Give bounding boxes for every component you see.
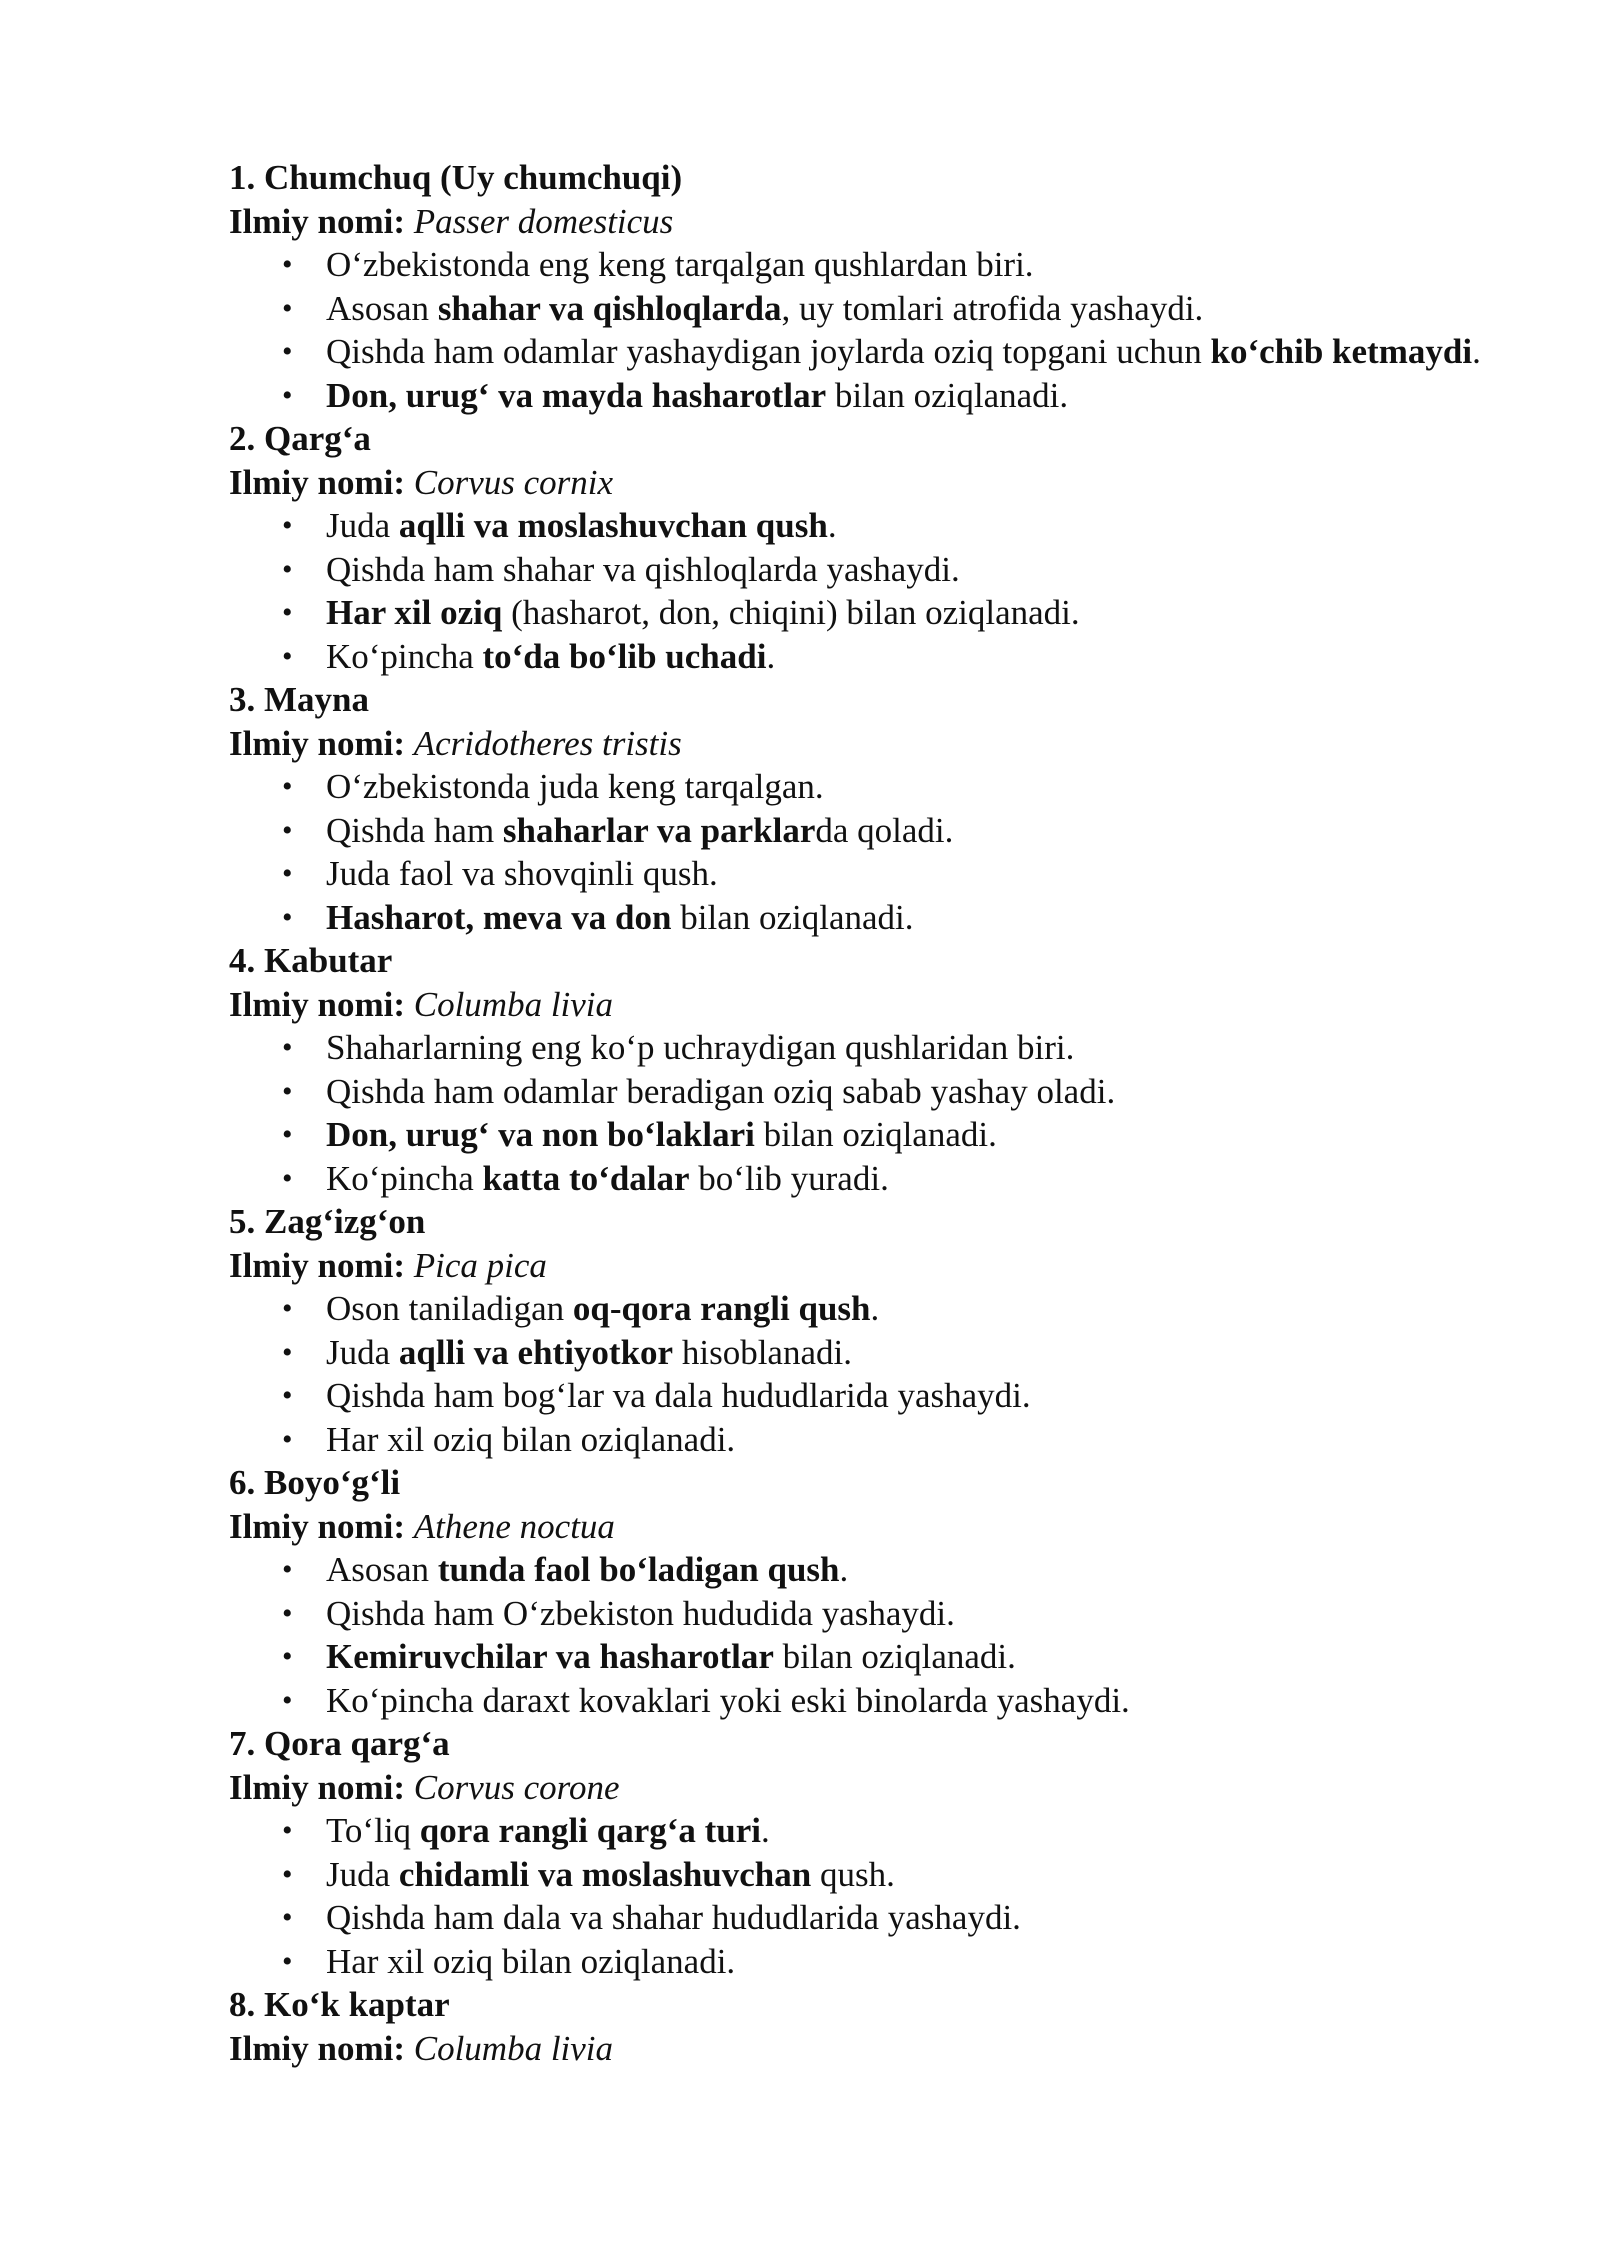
fact-text: bilan oziqlanadi. <box>671 897 914 937</box>
scientific-name-line <box>229 983 1486 1027</box>
fact-list <box>229 243 1486 417</box>
fact-text: qush. <box>811 1854 895 1894</box>
fact-text: bilan oziqlanadi. <box>826 375 1069 415</box>
species-section <box>229 678 1486 939</box>
fact-emphasis: Kemiruvchilar va hasharotlar <box>326 1637 774 1676</box>
fact-list <box>229 1026 1486 1200</box>
species-section <box>229 1983 1486 2070</box>
fact-item <box>229 1679 1486 1723</box>
fact-item <box>229 504 1486 548</box>
scientific-name: Athene noctua <box>413 1506 615 1546</box>
species-section <box>229 1461 1486 1722</box>
fact-item <box>229 1635 1486 1679</box>
fact-text: (hasharot, don, chiqini) bilan oziqlanadi. <box>502 593 1080 632</box>
fact-text: bo‘lib yuradi. <box>689 1158 889 1198</box>
fact-item <box>229 1331 1486 1375</box>
fact-emphasis: Don, urug‘ va non bo‘laklari <box>326 1115 755 1154</box>
fact-emphasis: katta to‘dalar <box>482 1158 690 1198</box>
species-section <box>229 1722 1486 1983</box>
fact-text: hisoblanadi. <box>673 1332 852 1372</box>
fact-item <box>229 1113 1486 1157</box>
scientific-name: Pica pica <box>413 1245 547 1285</box>
fact-text: Qishda ham dala va shahar hududlarida yashaydi. <box>326 1898 1021 1937</box>
fact-item <box>229 1157 1486 1201</box>
fact-item <box>229 591 1486 635</box>
species-title: 8. Ko‘k kaptar <box>229 1985 450 2024</box>
fact-emphasis: chidamli va moslashuvchan <box>398 1854 812 1894</box>
fact-list <box>229 504 1486 678</box>
fact-text: Har xil oziq bilan oziqlanadi. <box>326 1941 736 1981</box>
fact-emphasis: oq-qora rangli qush <box>572 1289 871 1328</box>
fact-text: bilan oziqlanadi. <box>773 1637 1016 1676</box>
fact-item <box>229 374 1486 418</box>
species-title: 5. Zag‘izg‘on <box>229 1202 426 1241</box>
fact-emphasis: tunda faol bo‘ladigan qush <box>437 1550 840 1589</box>
fact-text: O‘zbekistonda eng keng tarqalgan qushlardan biri. <box>326 245 1034 284</box>
scientific-name-label: Ilmiy nomi: <box>229 1767 405 1807</box>
scientific-name-label: Ilmiy nomi: <box>229 1245 405 1285</box>
fact-text: To‘liq <box>326 1811 420 1850</box>
fact-item <box>229 852 1486 896</box>
scientific-name-line <box>229 1244 1486 1288</box>
fact-text: bilan oziqlanadi. <box>754 1115 997 1154</box>
fact-item <box>229 1026 1486 1070</box>
scientific-name: Passer domesticus <box>413 201 674 241</box>
scientific-name: Corvus corone <box>413 1767 620 1807</box>
fact-text: da qoladi. <box>815 810 954 850</box>
fact-list <box>229 1287 1486 1461</box>
scientific-name-line <box>229 2027 1486 2071</box>
fact-emphasis: ko‘chib ketmaydi <box>1210 332 1473 371</box>
fact-text: . <box>761 1811 770 1850</box>
scientific-name-line <box>229 1766 1486 1810</box>
fact-text: Asosan <box>326 1550 438 1589</box>
scientific-name-line <box>229 1505 1486 1549</box>
fact-item <box>229 243 1486 287</box>
fact-item <box>229 1374 1486 1418</box>
scientific-name: Columba livia <box>413 984 614 1024</box>
fact-emphasis: shaharlar va parklar <box>502 810 816 850</box>
fact-text: Qishda ham odamlar beradigan oziq sabab yashay oladi. <box>326 1071 1116 1111</box>
fact-text: Qishda ham shahar va qishloqlarda yashaydi. <box>326 549 960 589</box>
scientific-name-label: Ilmiy nomi: <box>229 201 405 241</box>
species-title: 7. Qora qarg‘a <box>229 1724 450 1763</box>
species-title: 3. Mayna <box>229 680 369 719</box>
species-title: 4. Kabutar <box>229 941 393 980</box>
scientific-name-label: Ilmiy nomi: <box>229 462 405 502</box>
fact-item <box>229 1070 1486 1114</box>
fact-text: , uy tomlari atrofida yashaydi. <box>781 288 1204 328</box>
fact-list <box>229 1548 1486 1722</box>
fact-emphasis: qora rangli qarg‘a turi <box>419 1811 762 1850</box>
fact-text: . <box>870 1289 880 1328</box>
scientific-name-line <box>229 722 1486 766</box>
fact-item <box>229 1287 1486 1331</box>
scientific-name-line <box>229 200 1486 244</box>
fact-item <box>229 330 1486 374</box>
species-section <box>229 156 1486 417</box>
fact-text: Ko‘pincha <box>326 1158 483 1198</box>
fact-text: . <box>1472 332 1481 371</box>
fact-emphasis: aqlli va moslashuvchan qush <box>398 506 828 545</box>
species-section <box>229 939 1486 1200</box>
fact-item <box>229 635 1486 679</box>
fact-text: Ko‘pincha daraxt kovaklari yoki eski binolarda yashaydi. <box>326 1680 1130 1720</box>
fact-text: Shaharlarning eng ko‘p uchraydigan qushlaridan biri. <box>326 1028 1075 1067</box>
fact-text: Qishda ham <box>326 810 503 850</box>
fact-text: Qishda ham odamlar yashaydigan joylarda oziq topgani uchun <box>326 332 1211 371</box>
species-section <box>229 417 1486 678</box>
scientific-name-label: Ilmiy nomi: <box>229 2028 405 2068</box>
scientific-name-line <box>229 461 1486 505</box>
fact-item <box>229 548 1486 592</box>
fact-text: Juda faol va shovqinli qush. <box>326 854 718 893</box>
fact-text: Juda <box>326 1332 399 1372</box>
fact-list <box>229 1809 1486 1983</box>
fact-item <box>229 1548 1486 1592</box>
scientific-name: Columba livia <box>413 2028 614 2068</box>
fact-text: Juda <box>326 506 399 545</box>
scientific-name: Corvus cornix <box>413 462 614 502</box>
fact-item <box>229 287 1486 331</box>
fact-text: Asosan <box>326 288 438 328</box>
fact-item <box>229 1418 1486 1462</box>
fact-text: Juda <box>326 1854 399 1894</box>
fact-text: . <box>766 636 776 676</box>
species-list <box>229 156 1486 2070</box>
fact-emphasis: to‘da bo‘lib uchadi <box>482 636 767 676</box>
fact-emphasis: Hasharot, meva va don <box>326 897 672 937</box>
fact-item <box>229 1809 1486 1853</box>
fact-text: Ko‘pincha <box>326 636 483 676</box>
species-title: 2. Qarg‘a <box>229 419 371 458</box>
scientific-name: Acridotheres tristis <box>413 723 682 763</box>
fact-item <box>229 1940 1486 1984</box>
species-section <box>229 1200 1486 1461</box>
species-title: 1. Chumchuq (Uy chumchuqi) <box>229 158 683 197</box>
scientific-name-label: Ilmiy nomi: <box>229 984 405 1024</box>
fact-item <box>229 1896 1486 1940</box>
fact-item <box>229 1592 1486 1636</box>
fact-emphasis: Har xil oziq <box>326 593 503 632</box>
fact-item <box>229 896 1486 940</box>
fact-text: Qishda ham bog‘lar va dala hududlarida yashaydi. <box>326 1376 1031 1415</box>
fact-text: Har xil oziq bilan oziqlanadi. <box>326 1419 736 1459</box>
fact-item <box>229 1853 1486 1897</box>
fact-text: . <box>827 506 837 545</box>
scientific-name-label: Ilmiy nomi: <box>229 1506 405 1546</box>
scientific-name-label: Ilmiy nomi: <box>229 723 405 763</box>
fact-emphasis: aqlli va ehtiyotkor <box>398 1332 674 1372</box>
fact-text: Oson taniladigan <box>326 1289 573 1328</box>
fact-text: Qishda ham O‘zbekiston hududida yashaydi. <box>326 1593 955 1633</box>
fact-emphasis: shahar va qishloqlarda <box>437 288 782 328</box>
fact-item <box>229 809 1486 853</box>
fact-list <box>229 765 1486 939</box>
fact-emphasis: Don, urug‘ va mayda hasharotlar <box>326 375 827 415</box>
fact-text: O‘zbekistonda juda keng tarqalgan. <box>326 767 824 806</box>
species-title: 6. Boyo‘g‘li <box>229 1463 401 1502</box>
fact-text: . <box>839 1550 849 1589</box>
fact-item <box>229 765 1486 809</box>
